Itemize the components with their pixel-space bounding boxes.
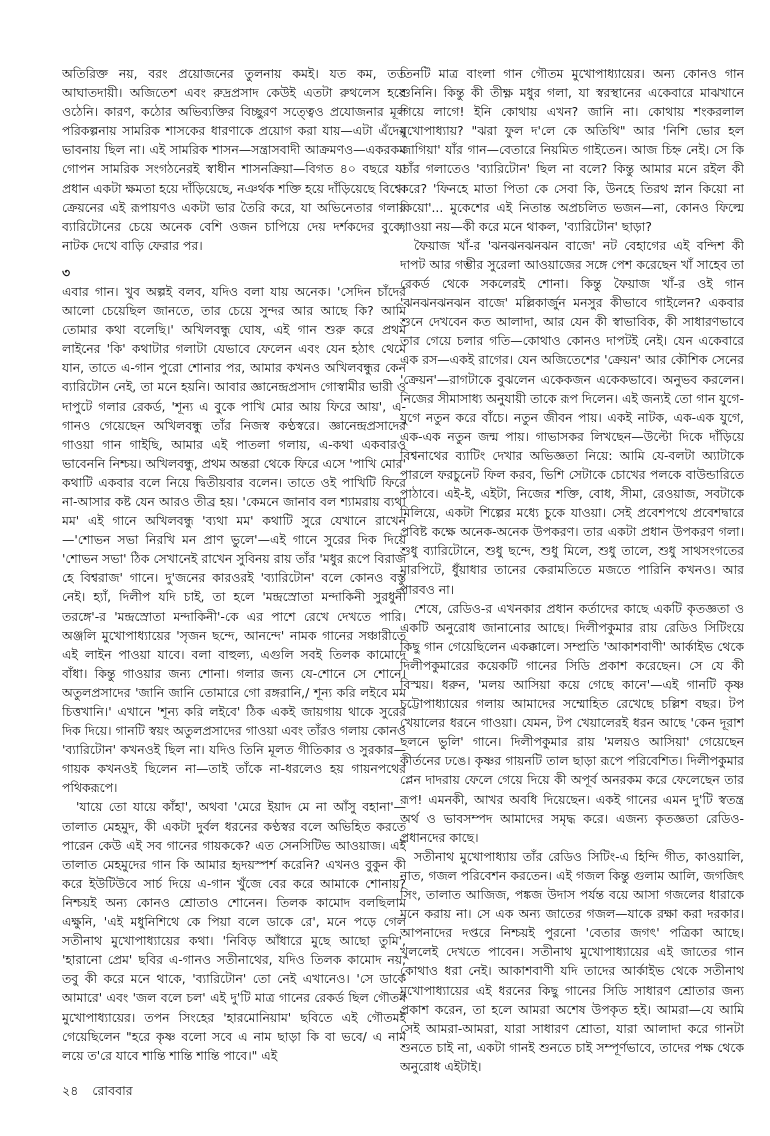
publication-name: রোববার xyxy=(92,1083,133,1098)
paragraph: অতিরিক্ত নয়, বরং প্রয়োজনের তুলনায় কমই। যত কম, তত আঘাতদায়ী। অজিতেশ এবং রুদ্রপ্রসাদ কেউই এতটা রুথলেস হয়ে ওঠেনি। কারণ, কঠোর অভিব্যক্তির বিচ্ছুরণ সত্ত্বেও প্রযোজনার মূল পরিকল্পনায় সামরিক শাসকের ধারণাকে প্রয়োগ করা যায়—এটা এঁদের ভাবনায় ছিল না। এই সামরিক শাসন—সন্ত্রাসবাদী আক্রমণও—একরকম গোপন সামরিক সংগঠনেরই স্বাধীন শাসনক্রিয়া—বিগত ৪০ বছরে যা প্রধান একটা ক্ষমতা হয়ে দাঁড়িয়েছে, নঞর্থক শক্তি হয়ে দাঁড়িয়েছে বিশ্বে। ক্রেয়নের এই রূপায়ণও একটা ভার তৈরি করে, যা অভিনেতার গলার ব্যারিটোনের চেয়ে অনেক বেশি ওজন চাপিয়ে দেয় দর্শকদের বুকে, নাটক দেখে বাড়ি ফেরার পর। xyxy=(62,66,406,253)
page-number: ২৪ xyxy=(62,1083,79,1098)
paragraph: ফৈয়াজ খাঁ-র 'ঝনঝনঝনঝন বাজে' নট বেহাগের এই বন্দিশ কী দাপট আর গম্ভীর সুরেলা আওয়াজের সঙ্গে পেশ করেছেন খাঁ সাহেব তা রেকর্ড থেকে সকলেরই শোনা। কিন্তু ফৈয়াজ খাঁ-র ওই গান 'ঝনঝনঝনঝন বাজে' মল্লিকার্জুন মনসুর কীভাবে গাইলেন? একবার শুনে দেখবেন কত আলাদা, আর যেন কী স্বাভাবিক, কী সাধারণভাবে তার গেয়ে চলার গতি—কোথাও কোনও দাপটই নেই। যেন একেবারে এক রস—একই রাগের। যেন অজিতেশের 'ক্রেয়ন' আর কৌশিক সেনের 'ক্রেয়ন'—রাগটাকে বুঝলেন একেকজন একেকভাবে। অনুভব করলেন। নিজের সীমাসাধ্য অনুযায়ী তাকে রূপ দিলেন। এই জন্যই তো গান যুগে-যুগে নতুন করে বাঁচে। নতুন জীবন পায়। একই নাটক, এক-এক যুগে, এক-এক নতুন জন্ম পায়। গাভাসকর লিখছেন—উল্টো দিকে দাঁড়িয়ে বিশ্বনাথের ব্যাটিং দেখার অভিজ্ঞতা নিয়ে: আমি যে-বলটা অ্যাটাকে পারলে ফরচুনেট ফিল করব, ভিশি সেটাকে চোখের পলকে বাউন্ডারিতে পাঠাবে। এই-ই, এইটা, নিজের শক্তি, বোধ, সীমা, রেওয়াজ, সবটাকে মিলিয়ে, একটা শিল্পের মধ্যে চুকে যাওয়া। সেই প্রবেশপথে প্রবেশদ্বারে প্রবিষ্ট কক্ষে অনেক-অনেক উপকরণ। তার একটা প্রধান উপকরণ গলা। শুধু ব্যারিটোনে, শুধু ছন্দে, শুধু মিলে, শুধু তালে, শুধু সাথসংগতের মারপিটে, ধুঁয়াধার তানের কেরামতিতে মজতে পারিনি কখনও। আর পারবও না। xyxy=(400,237,744,597)
paragraph: এবার গান। খুব অল্পই বলব, যদিও বলা যায় অনেক। 'সেদিন চাঁদের আলো চেয়েছিল জানতে, তার চেয়ে সুন্দর আর আছে কি? আমি তোমার কথা বলেছি।' অখিলবন্ধু ঘোষ, এই গান শুরু করে প্রথম লাইনের 'কি' কথাটার গলাটা যেভাবে ফেলেন এবং যেন হঠাৎ থেমে যান, তাতে এ-গান পুরো শোনার পর, আমার কখনও অখিলবন্ধুর কেন ব্যারিটোন নেই, তা মনে হয়নি। আবার জ্ঞানেন্দ্রপ্রসাদ গোস্বামীর ভারী ও দাপুটে গলার রেকর্ড, 'শূন্য এ বুকে পাখি মোর আয় ফিরে আয়', এ-গানও গেয়েছেন অখিলবন্ধু তাঁর নিজস্ব কণ্ঠস্বরে। জ্ঞানেন্দ্রপ্রসাদের গাওয়া গান গাইছি, আমার এই পাতলা গলায়, এ-কথা একবারও ভাবেননি নিশ্চয়। অখিলবন্ধু, প্রথম অন্তরা থেকে ফিরে এসে 'পাখি মোর' কথাটি একবার বলে নিয়ে দ্বিতীয়বার বলেন। তাতে ওই পাখিটি ফিরে না-আসার কষ্ট যেন আরও তীব্র হয়। 'কেমনে জানাব বল শ্যামরায় ব্যথা মম' এই গানে অখিলবন্ধু 'ব্যথা মম' কথাটি সুরে যেখানে রাখেন—'শোভন সভা নিরখি মন প্রাণ ভুলে'—এই গানে সুরের দিক দিয়ে 'শোভন সভা' ঠিক সেখানেই রাখেন সুবিনয় রায় তাঁর 'মধুর রূপে বিরাজ হে বিশ্বরাজ' গানে। দু'জনের কারওরই 'ব্যারিটোন' বলে কোনও বস্তু নেই। হ্যাঁ, দিলীপ যদি চাই, তা হলে 'মন্দ্রস্রোতা মন্দাকিনী সুরধুনী তরঙ্গে'-র 'মন্দ্রস্রোতা মন্দাকিনী'-কে এর পাশে রেখে দেখতে পারি। অঞ্জলি মুখোপাধ্যায়ের 'সৃজন ছন্দে, আনন্দে' নামক গানের সঞ্চারীতে এই লাইন পাওয়া যাবে। বলা বাহুল্য, এগুলি সবই তিলক কামোদে বাঁধা। কিন্তু গাওয়ার জন্য শোনা। গলার জন্য যে-শোনে সে শোনে। অতুলপ্রসাদের 'জানি জানি তোমারে গো রঙ্গরানি,/ শূন্য করি লইবে মম চিত্তখানি।' এখানে 'শূন্য করি লইবে' ঠিক একই জায়গায় থাকে সুরের দিক দিয়ে। গানটি স্বয়ং অতুলপ্রসাদের গাওয়া এবং তাঁরও গলায় কোনও 'ব্যারিটোন' কখনওই ছিল না। যদিও তিনি মূলত গীতিকার ও সুরকার—গায়ক কখনওই ছিলেন না—তাই তাঁকে না-ধরলেও হয় গায়নপথের পথিকরূপে। xyxy=(62,283,406,796)
left-column xyxy=(62,64,406,1080)
paragraph: 'যায়ে তো যায়ে কাঁহা', অথবা 'মেরে ইয়াদ মে না আঁসু বহানা'—তালাত মেহমুদ, কী একটা দুর্বল ধরনের কণ্ঠস্বর বলে অভিহিত করতে পারেন কেউ এই সব গানের গায়ককে? এত সেনসিটিভ আওয়াজ। এই তালাত মেহমুদের গান কি আমার হৃদয়স্পর্শ করেনি? এখনও বুকুন কী করে ইউটিউবে সার্চ দিয়ে এ-গান খুঁজে বের করে আমাকে শোনায়? নিশ্চয়ই অন্য কোনও শ্রোতাও শোনেন। তিলক কামোদ বলছিলাম এক্ষুনি, 'এই মধুনিশিথে কে পিয়া বলে ডাকে রে', মনে পড়ে গেল সতীনাথ মুখোপাধ্যায়ের কথা। 'নিবিড় আঁধারে মুছে আছো তুমি', 'হারানো প্রেম' ছবির এ-গানও সতীনাথের, যদিও তিলক কামোদ নয়, তবু কী করে মনে থাকে, 'ব্যারিটোন' তো নেই এখানেও। 'সে ডাকে আমারে' এবং 'জল বলে চল' এই দু'টি মাত্র গানের রেকর্ড ছিল গৌতম মুখোপাধ্যায়ের। তপন সিংহের 'হারমোনিয়াম' ছবিতে এই গৌতমই গেয়েছিলেন "হরে কৃষ্ণ বলো সবে এ নাম ছাড়া কি বা ভবে/ এ নাম লয়ে ত'রে যাবে শান্তি শান্তি শান্তি পাবে।" এই xyxy=(62,799,406,1063)
paragraph: শেষে, রেডিও-র এখনকার প্রধান কর্তাদের কাছে একটি কৃতজ্ঞতা ও একটি অনুরোধ জানানোর আছে। দিলীপকুমার রায় রেডিও সিটিংয়ে কিছু গান গেয়েছিলেন একক্কালে। সম্প্রতি 'আকাশবাণী' আর্কাইভ থেকে দিলীপকুমারের কয়েকটি গানের সিডি প্রকাশ করেছেন। সে যে কী বিস্ময়। ধরুন, 'মলয় আসিয়া কয়ে গেছে কানে'—এই গানটি কৃষ্ণ চট্টোপাধ্যায়ের গলায় আমাদের সম্মোহিত রেখেছে চল্লিশ বছর। টপ খেয়ালের ধরনে গাওয়া। যেমন, টপ খেয়ালেরই ধরন আছে 'কেন দূরাশ ছলনে ভুলি' গানে। দিলীপকুমার রায় 'মলয়ও আসিয়া' গেয়েছেন কীর্তনের ঢঙে। কৃষ্ণর গায়নটি তাল ছাড়া রূপে পরিবেশিত। দিলীপকুমার প্লেন দাদরায় ফেলে গেয়ে দিয়ে কী অপূর্ব অনরকম করে ফেলেছেন তার রূপ! এমনকী, আখর অবধি দিয়েছেন। একই গানের এমন দু'টি স্বতন্ত্র অর্থ ও ভাবসম্পদ আমাদের সমৃদ্ধ করে। এজন্য কৃতজ্ঞতা রেডিও-প্রধানদের কাছে। xyxy=(400,600,744,845)
right-column xyxy=(400,64,744,1080)
section-number: ৩ xyxy=(62,264,71,280)
paragraph: তিনটি মাত্র বাংলা গান গৌতম মুখোপাধ্যায়ের। অন্য কোনও গান শুনিনি। কিন্তু কী তীক্ষ্ণ মধুর গলা, যা স্বরস্থানের একেবারে মাঝখানে গিয়ে লাগে! ইনি কোথায় এখন? জানি না। কোথায় শংকরলাল মুখোপাধ্যায়? "ঝরা ফুল দ'লে কে অতিথি" আর 'নিশি ভোর হল জাগিয়া' যাঁর গান—বেতারে নিয়মিত গাইতেন। আজ চিহ্ন নেই। সে কি তাঁর গলাতেও 'ব্যারিটোন' ছিল না বলে? কিন্তু আমার মনে রইল কী করে? 'ফিনহে মাতা পিতা কে সেবা কি, উনহে তিরথ স্নান কিয়ো না কিয়ো'... মুকেশের এই নিতান্ত অপ্রচলিত ভজন—না, কোনও ফিল্মে গাওয়া নয়—কী করে মনে থাকল, 'ব্যারিটোন' ছাড়া? xyxy=(400,66,744,234)
paragraph: সতীনাথ মুখোপাধ্যায় তাঁর রেডিও সিটিং-এ হিন্দি গীত, কাওয়ালি, নাত, গজল পরিবেশন করতেন। এই গজল কিন্তু গুলাম আলি, জগজিৎ সিং, তালাত আজিজ, পঙ্কজ উদাস পর্যন্ত বয়ে আসা গজলের ধারাকে মনে করায় না। সে এক অন্য জাতের গজল—যাকে রক্ষা করা দরকার। আপনাদের দপ্তরে নিশ্চয়ই পুরনো 'বেতার জগৎ' পত্রিকা আছে। খুললেই দেখতে পাবেন। সতীনাথ মুখোপাধ্যায়ের এই জাতের গান কোথাও ধরা নেই। আকাশবাণী যদি তাদের আর্কাইভ থেকে সতীনাথ মুখোপাধ্যায়ের এই ধরনের কিছু গানের সিডি সাধারণ শ্রোতার জন্য প্রকাশ করেন, তা হলে আমরা অশেষ উপকৃত হই। আমরা—যে আমি সেই আমরা-আমরা, যারা সাধারণ শ্রোতা, যারা আলাদা করে গানটা শুনতে চাই না, একটা গানই শুনতে চাই সম্পূর্ণভাবে, তাদের পক্ষ থেকে অনুরোধ এইটাই। xyxy=(400,848,744,1074)
page-footer xyxy=(62,1083,143,1103)
